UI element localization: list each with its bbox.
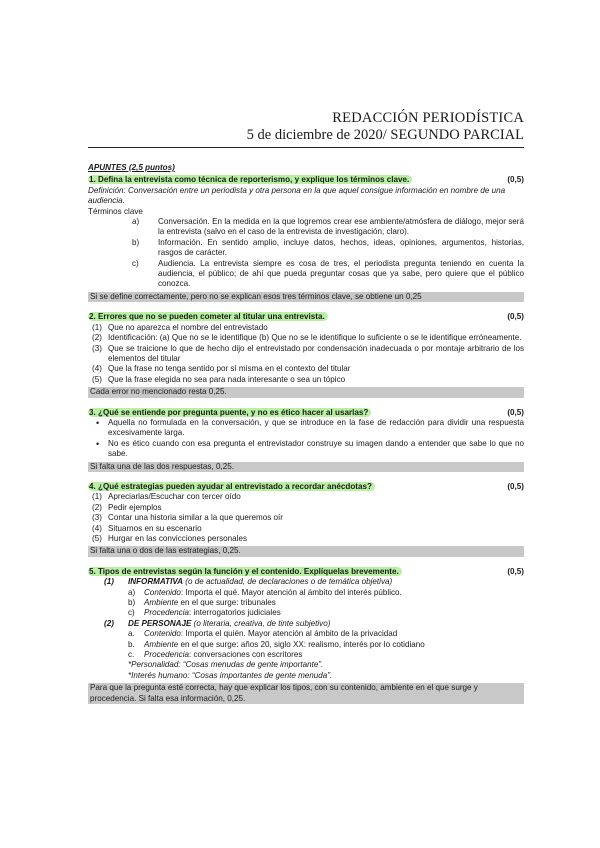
question-2-points: (0,5): [507, 312, 524, 322]
question-5-points: (0,5): [507, 566, 524, 576]
grading-note: Para que la pregunta esté correcta, hay que explicar los tipos, con su contenido, ambiente en el que surge y procedencia. Si falta esa información, 0,25.: [88, 683, 524, 704]
question-1-points: (0,5): [507, 175, 524, 185]
definition: Definición: Conversación entre un periodista y otra persona en la que aquel consigue información en nombre de una audiencia.: [88, 185, 506, 206]
list-item: (5) Que la frase elegida no sea para nada interesante o sea un tópico: [92, 374, 346, 384]
question-1: [88, 175, 524, 185]
grading-note: Cada error no mencionado resta 0,25.: [88, 387, 524, 397]
list-item: (3) Contar una historia similar a la que queremos oír: [92, 513, 283, 523]
grading-note: Si falta una o dos de las estrategias, 0,25.: [88, 546, 524, 556]
question-5-title: 5. Tipos de entrevistas según la función y el contenido. Explíquelas brevemente.: [88, 567, 402, 576]
course-title: REDACCIÓN PERIODÍSTICA: [332, 110, 524, 126]
question-3-title: 3. ¿Qué se entiende por pregunta puente, y no es ético hacer al usarlas?: [88, 408, 371, 417]
list-item: c) Audiencia. La entrevista siempre es cosa de tres, el periodista pregunta teniendo en cuenta la audiencia, el público; de ahí que pueda preguntar cosas que ya sabe, pero quiere que el público conozca.: [132, 258, 524, 289]
list-item: • No es ético cuando con esa pregunta el entrevistador construye su imagen dando a entender que sabe lo que no sabe.: [96, 438, 524, 459]
bullet-icon: •: [96, 417, 100, 428]
interview-type-informativa: (1) INFORMATIVA (o de actualidad, de declaraciones o de temática objetiva): [104, 577, 393, 587]
terms-label: Términos clave: [88, 206, 143, 216]
question-1-title: 1. Defina la entrevista como técnica de reporterismo, y explique los términos clave.: [88, 175, 412, 184]
exam-date-title: 5 de diciembre de 2020/ SEGUNDO PARCIAL: [246, 127, 524, 143]
question-5: [88, 567, 524, 577]
list-item: (2) Pedir ejemplos: [92, 502, 162, 512]
exam-content: [88, 163, 524, 714]
list-item: (4) Que la frase no tenga sentido por sí misma en el contexto del titular: [92, 364, 351, 374]
list-item: (4) Situarnos en su escenario: [92, 523, 202, 533]
subtype-interes-humano: *Interés humano: “Cosas importantes de gente menuda”.: [128, 670, 333, 680]
list-item: b. Ambiente en el que surge: años 20, siglo XX: realismo, interés por lo cotidiano: [128, 639, 425, 649]
grading-note: Si se define correctamente, pero no se explican esos tres términos clave, se obtiene un 0,25: [88, 292, 524, 302]
question-2: [88, 312, 524, 322]
question-2-title: 2. Errores que no se pueden cometer al titular una entrevista.: [88, 312, 328, 321]
list-item: (3) Que se traicione lo que de hecho dijo el entrevistado por condensación inadecuada o por montaje arbitrario de los elementos del titular: [92, 343, 524, 363]
list-item: c. Procedencia: conversaciones con escritores: [128, 650, 303, 660]
list-item: a. Contenido: Importa el quién. Mayor atención al ámbito de la privacidad: [128, 629, 398, 639]
subtype-personalidad: *Personalidad: “Cosas menudas de gente importante”.: [128, 660, 324, 670]
list-item: (1) Que no aparezca el nombre del entrevistado: [92, 322, 268, 332]
question-4-title: 4. ¿Qué estrategias pueden ayudar al entrevistado a recordar anécdotas?: [88, 482, 375, 491]
list-item: (5) Hurgar en las convicciones personales: [92, 534, 248, 543]
question-3: [88, 408, 524, 418]
bullet-icon: •: [96, 438, 100, 449]
grading-note: Si falta una de las dos respuestas, 0,25.: [88, 462, 524, 472]
list-item: (2) Identificación: (a) Que no se le identifique (b) Que no se le identifique lo suficiente o se le identifique erróneamente.: [92, 333, 522, 343]
list-item: • Aquella no formulada en la conversación, y que se introduce en la fase de redacción para dividir una respuesta excesivamente larga.: [96, 417, 524, 438]
question-3-points: (0,5): [507, 407, 524, 417]
list-item: c) Procedencia: interrogatorios judiciales: [128, 608, 281, 618]
header-divider: [88, 147, 524, 148]
list-item: (1) Apreciarlas/Escuchar con tercer oído: [92, 492, 241, 502]
list-item: b) Información. En sentido amplio, incluye datos, hechos, ideas, opiniones, argumentos, historias, rasgos de carácter.: [132, 237, 524, 258]
section-heading: APUNTES (2,5 puntos): [88, 163, 175, 172]
question-4: [88, 482, 524, 492]
list-item: b) Ambiente en el que surge: tribunales: [128, 598, 276, 608]
list-item: a) Contenido: Importa el qué. Mayor atención al ámbito del interés público.: [128, 587, 402, 597]
question-4-points: (0,5): [507, 481, 524, 491]
list-item: a) Conversación. En la medida en la que logremos crear ese ambiente/atmósfera de diálogo, mejor será la entrevista (salvo en el caso de la entrevista de investigación, claro).: [132, 217, 524, 237]
interview-type-personaje: (2) DE PERSONAJE (o literaria, creativa, de tinte subjetivo): [104, 618, 331, 628]
